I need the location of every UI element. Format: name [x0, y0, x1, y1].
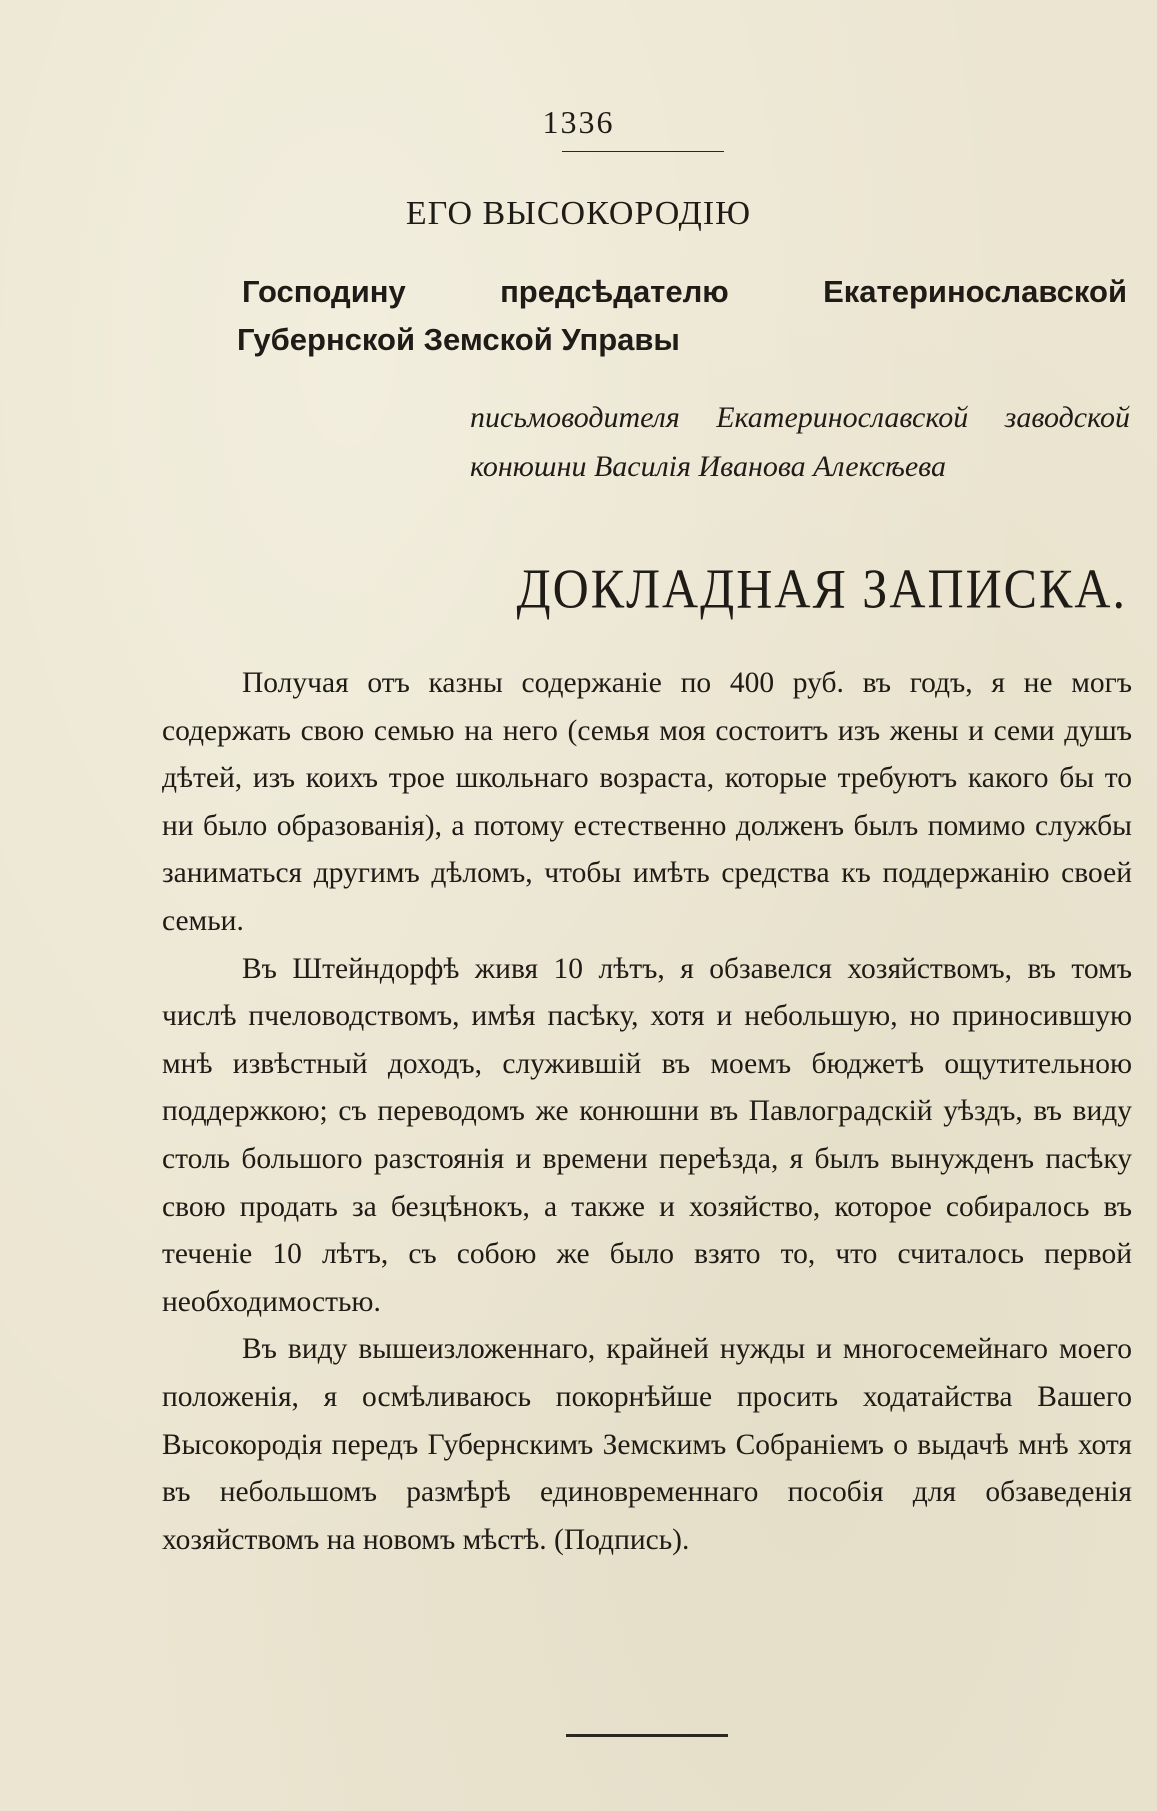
addressee: Господину предсѣдателю Екатеринославской Губернской Земской Управы: [237, 274, 1127, 357]
bottom-divider: [566, 1734, 728, 1737]
address-title: ЕГО ВЫСОКОРОДІЮ: [405, 195, 752, 232]
sender: письмоводителя Екатеринославской заводской конюшни Василія Иванова Алексѣева: [470, 401, 1130, 483]
paragraph: Въ виду вышеизложеннаго, крайней нужды и многосемейнаго моего положенія, я осмѣливаюсь покорнѣйше просить ходатайства Вашего Высокородія передъ Губернскимъ Земскимъ Собраніемъ о выдачѣ мнѣ хотя въ небольшомъ размѣрѣ единовременнаго пособія для обзаведенія хозяйствомъ на новомъ мѣстѣ. (Подпись).: [162, 1333, 1132, 1556]
top-divider: [562, 151, 724, 152]
document-body: [162, 660, 1132, 1564]
document-title: ДОКЛАДНАЯ ЗАПИСКА.: [516, 557, 1127, 620]
paragraph: Въ Штейндорфѣ живя 10 лѣтъ, я обзавелся хозяйствомъ, въ томъ числѣ пчеловодствомъ, имѣя пасѣку, хотя и небольшую, но приносившую мнѣ извѣстный доходъ, служившій въ моемъ бюджетѣ ощутительною поддержкою; съ переводомъ же конюшни въ Павлоградскій уѣздъ, въ виду столь большого разстоянія и времени переѣзда, я былъ вынужденъ пасѣку свою продать за безцѣнокъ, а также и хозяйство, которое собиралось въ теченіе 10 лѣтъ, съ собою же было взято то, что считалось первой необходимостью.: [162, 952, 1132, 1318]
paragraph: Получая отъ казны содержаніе по 400 руб. въ годъ, я не могъ содержать свою семью на него (семья моя состоитъ изъ жены и семи душъ дѣтей, изъ коихъ трое школьнаго возраста, которые требуютъ какого бы то ни было образованія), а потому естественно долженъ былъ помимо службы заниматься другимъ дѣломъ, чтобы имѣть средства къ поддержанію своей семьи.: [162, 667, 1132, 937]
page-number: 1336: [542, 104, 615, 140]
